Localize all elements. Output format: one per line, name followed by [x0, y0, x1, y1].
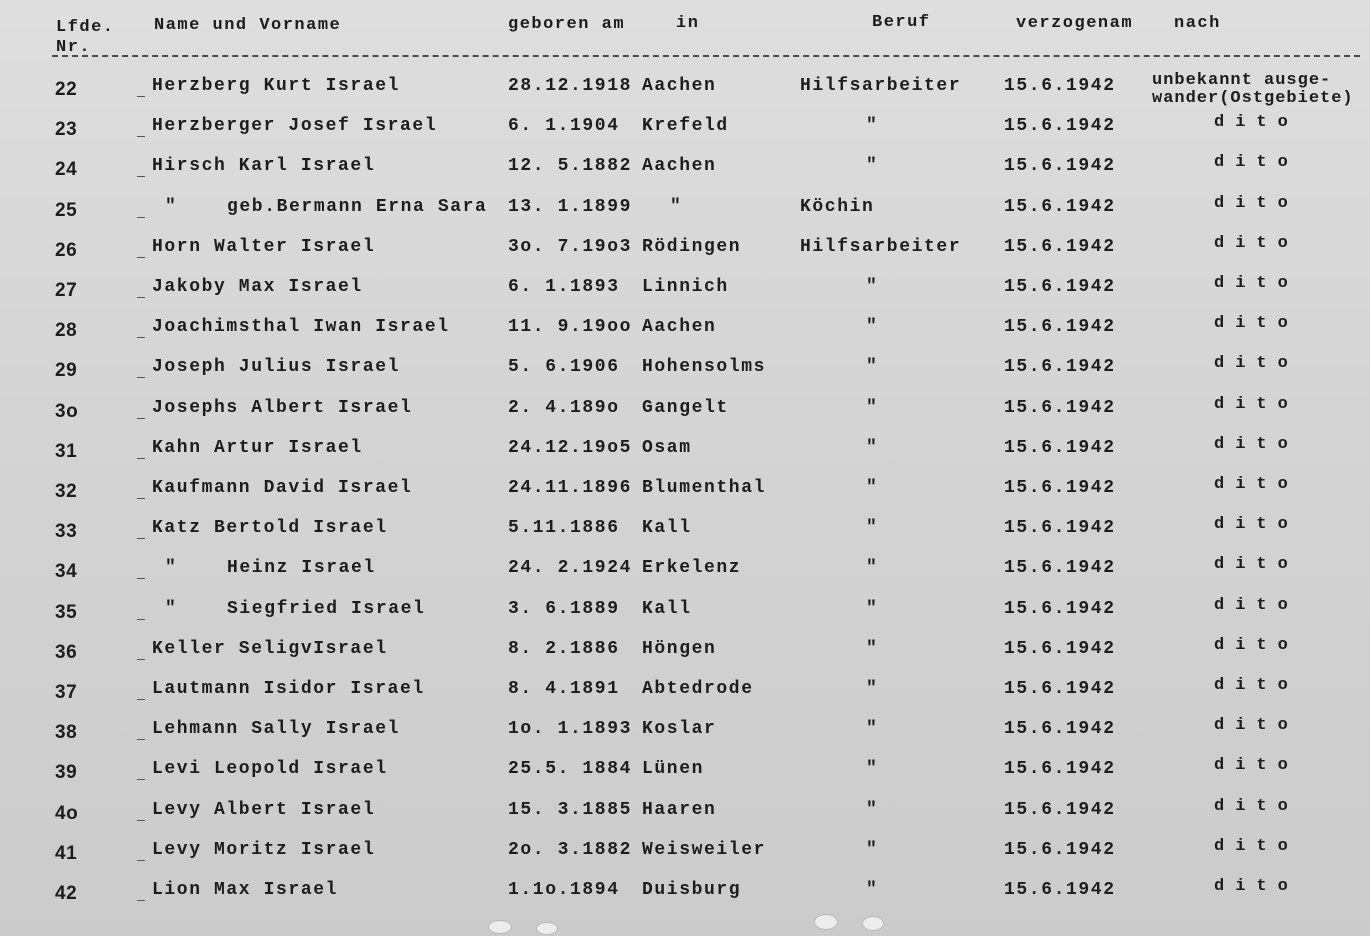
cell-geboren: 2. 4.189o	[508, 397, 620, 418]
cell-nr: 37	[55, 682, 78, 703]
table-row	[0, 677, 1370, 717]
cell-geboren: 1o. 1.1893	[508, 719, 633, 740]
cell-nr: 29	[55, 360, 78, 382]
cell-nach: dito	[1214, 796, 1299, 816]
cell-in: Kall	[642, 598, 692, 619]
cell-verzogen: 15.6.1942	[1004, 357, 1116, 378]
cell-in: Blumenthal	[642, 478, 767, 498]
table-row	[0, 195, 1370, 235]
dash-mark	[137, 779, 145, 780]
cell-in: Kall	[642, 518, 692, 539]
cell-name: Herzberg Kurt Israel	[152, 76, 401, 96]
cell-verzogen: 15.6.1942	[1004, 156, 1116, 177]
dash-mark	[137, 739, 145, 740]
table-row	[0, 757, 1370, 797]
table-row	[0, 275, 1370, 315]
cell-verzogen: 15.6.1942	[1004, 719, 1116, 740]
header-nach: nach	[1174, 14, 1221, 33]
cell-verzogen: 15.6.1942	[1004, 839, 1116, 860]
cell-nr: 3o	[55, 400, 79, 422]
cell-verzogen: 15.6.1942	[1004, 518, 1116, 539]
cell-nach: dito	[1214, 716, 1299, 736]
table-row	[0, 315, 1370, 355]
dash-mark	[137, 900, 145, 901]
cell-beruf: "	[866, 478, 879, 498]
cell-name: " Heinz Israel	[165, 558, 376, 579]
cell-beruf: "	[866, 839, 879, 860]
cell-nr: 27	[55, 280, 78, 301]
header-nr: Lfde. Nr.	[56, 18, 115, 57]
dash-mark	[137, 96, 145, 97]
cell-in: Aachen	[642, 317, 717, 338]
cell-nr: 25	[55, 199, 78, 221]
cell-geboren: 24.12.19o5	[508, 437, 633, 458]
cell-geboren: 8. 2.1886	[508, 638, 620, 659]
header-divider	[52, 55, 1360, 57]
dash-mark	[137, 538, 145, 539]
dash-mark	[137, 619, 145, 620]
cell-verzogen: 15.6.1942	[1004, 759, 1116, 780]
cell-name: Horn Walter Israel	[152, 236, 376, 257]
cell-name: Lautmann Isidor Israel	[152, 679, 425, 699]
dash-mark	[137, 659, 145, 660]
cell-nr: 23	[55, 119, 78, 141]
cell-nr: 39	[55, 762, 78, 784]
cell-verzogen: 15.6.1942	[1004, 277, 1116, 297]
cell-nach: dito	[1214, 836, 1299, 856]
cell-in: Krefeld	[642, 116, 729, 137]
cell-geboren: 15. 3.1885	[508, 799, 633, 820]
dash-mark	[137, 176, 145, 177]
table-row	[0, 154, 1370, 194]
dash-mark	[137, 337, 145, 338]
cell-nr: 24	[55, 159, 78, 181]
cell-name: Keller SeligvIsrael	[152, 638, 388, 659]
cell-verzogen: 15.6.1942	[1004, 397, 1116, 418]
table-row	[0, 71, 1370, 114]
dash-mark	[137, 136, 145, 137]
cell-nr: 36	[55, 641, 78, 663]
cell-beruf: "	[866, 156, 879, 177]
cell-beruf: "	[866, 880, 879, 900]
cell-geboren: 24.11.1896	[508, 478, 633, 498]
cell-name: Joachimsthal Iwan Israel	[152, 317, 450, 338]
dash-mark	[137, 578, 145, 579]
cell-verzogen: 15.6.1942	[1004, 116, 1116, 137]
dash-mark	[137, 418, 145, 419]
header-beruf: Beruf	[872, 13, 931, 32]
punch-hole	[862, 916, 884, 931]
table-row	[0, 597, 1370, 637]
cell-beruf: "	[866, 437, 879, 458]
cell-beruf: "	[866, 277, 879, 297]
cell-beruf: "	[866, 719, 879, 740]
cell-verzogen: 15.6.1942	[1004, 638, 1116, 659]
cell-beruf: Hilfsarbeiter	[800, 236, 962, 257]
cell-nr: 38	[55, 722, 78, 744]
cell-name: Levi Leopold Israel	[152, 759, 388, 780]
cell-geboren: 8. 4.1891	[508, 679, 620, 699]
cell-nr: 32	[55, 481, 78, 502]
cell-nach: unbekannt ausge- wander(Ostgebiete)	[1152, 71, 1354, 108]
table-row	[0, 235, 1370, 275]
cell-name: Joseph Julius Israel	[152, 357, 401, 378]
table-row	[0, 396, 1370, 436]
punch-hole	[488, 920, 512, 934]
cell-nach: dito	[1214, 274, 1299, 293]
cell-beruf: "	[866, 518, 879, 539]
cell-beruf: "	[866, 759, 879, 780]
punch-hole	[814, 914, 838, 930]
cell-in: Aachen	[642, 156, 717, 177]
cell-name: Lehmann Sally Israel	[152, 719, 401, 740]
cell-geboren: 1.1o.1894	[508, 880, 620, 900]
cell-geboren: 25.5. 1884	[508, 759, 633, 780]
cell-beruf: "	[866, 357, 879, 378]
cell-name: Kaufmann David Israel	[152, 478, 413, 498]
cell-verzogen: 15.6.1942	[1004, 478, 1116, 498]
cell-verzogen: 15.6.1942	[1004, 799, 1116, 820]
cell-nr: 31	[55, 440, 78, 462]
cell-name: Josephs Albert Israel	[152, 397, 413, 418]
table-row	[0, 878, 1370, 918]
dash-mark	[137, 699, 145, 700]
cell-name: Kahn Artur Israel	[152, 437, 363, 458]
cell-nach: dito	[1214, 555, 1299, 575]
cell-name: Levy Albert Israel	[152, 799, 376, 820]
cell-in: Weisweiler	[642, 839, 767, 860]
cell-nr: 26	[55, 239, 78, 261]
cell-in: "	[670, 196, 683, 217]
cell-verzogen: 15.6.1942	[1004, 558, 1116, 579]
cell-beruf: "	[866, 598, 879, 619]
cell-verzogen: 15.6.1942	[1004, 236, 1116, 257]
cell-verzogen: 15.6.1942	[1004, 880, 1116, 900]
dash-mark	[137, 820, 145, 821]
table-row	[0, 355, 1370, 395]
cell-beruf: "	[866, 638, 879, 659]
cell-nr: 35	[55, 601, 78, 623]
cell-nach: dito	[1214, 233, 1299, 253]
cell-verzogen: 15.6.1942	[1004, 679, 1116, 699]
table-row	[0, 637, 1370, 677]
cell-geboren: 13. 1.1899	[508, 196, 633, 217]
cell-verzogen: 15.6.1942	[1004, 598, 1116, 619]
cell-nr: 22	[55, 79, 78, 100]
cell-nr: 28	[55, 320, 78, 342]
punch-hole	[536, 922, 558, 935]
header-in: in	[676, 14, 700, 33]
cell-in: Aachen	[642, 76, 717, 96]
cell-nach: dito	[1214, 877, 1299, 896]
table-row	[0, 516, 1370, 556]
cell-in: Duisburg	[642, 880, 742, 900]
cell-nach: dito	[1214, 635, 1299, 655]
cell-geboren: 3. 6.1889	[508, 598, 620, 619]
cell-beruf: Hilfsarbeiter	[800, 76, 962, 96]
cell-geboren: 6. 1.1893	[508, 277, 620, 297]
header-name: Name und Vorname	[154, 16, 342, 35]
cell-nr: 4o	[55, 802, 79, 824]
cell-name: Levy Moritz Israel	[152, 839, 376, 860]
cell-name: Lion Max Israel	[152, 880, 339, 900]
dash-mark	[137, 458, 145, 459]
cell-name: " geb.Bermann Erna Sara	[165, 196, 488, 217]
cell-nach: dito	[1214, 394, 1299, 414]
cell-verzogen: 15.6.1942	[1004, 196, 1116, 217]
dash-mark	[137, 297, 145, 298]
table-row	[0, 436, 1370, 476]
table-row	[0, 114, 1370, 154]
cell-name: Jakoby Max Israel	[152, 277, 363, 297]
cell-nach: dito	[1214, 515, 1299, 535]
cell-beruf: "	[866, 679, 879, 699]
cell-geboren: 5.11.1886	[508, 518, 620, 539]
cell-nach: dito	[1214, 676, 1299, 695]
cell-in: Rödingen	[642, 236, 742, 257]
cell-name: Herzberger Josef Israel	[152, 116, 438, 137]
cell-nach: dito	[1214, 434, 1299, 454]
dash-mark	[137, 860, 145, 861]
cell-geboren: 24. 2.1924	[508, 558, 633, 579]
cell-geboren: 2o. 3.1882	[508, 839, 633, 860]
header-verzogen: verzogenam	[1016, 14, 1134, 33]
cell-verzogen: 15.6.1942	[1004, 437, 1116, 458]
cell-nach: dito	[1214, 475, 1299, 494]
cell-beruf: "	[866, 397, 879, 418]
header-geboren: geboren am	[508, 15, 626, 34]
table-row	[0, 717, 1370, 757]
cell-nach: dito	[1214, 595, 1299, 615]
cell-in: Erkelenz	[642, 558, 742, 579]
cell-nr: 41	[55, 842, 78, 864]
cell-in: Gangelt	[642, 397, 729, 418]
cell-geboren: 28.12.1918	[508, 76, 633, 96]
table-row	[0, 556, 1370, 596]
cell-geboren: 6. 1.1904	[508, 116, 620, 137]
cell-verzogen: 15.6.1942	[1004, 317, 1116, 338]
cell-in: Osam	[642, 437, 692, 458]
cell-nr: 34	[55, 561, 78, 583]
cell-verzogen: 15.6.1942	[1004, 76, 1116, 96]
cell-nach: dito	[1214, 756, 1299, 776]
table-row	[0, 798, 1370, 838]
cell-in: Lünen	[642, 759, 705, 780]
table-row	[0, 838, 1370, 878]
cell-geboren: 12. 5.1882	[508, 156, 633, 177]
cell-geboren: 11. 9.19oo	[508, 317, 633, 338]
cell-name: Katz Bertold Israel	[152, 518, 388, 539]
cell-beruf: "	[866, 799, 879, 820]
dash-mark	[137, 217, 145, 218]
cell-nach: dito	[1214, 354, 1299, 374]
cell-beruf: "	[866, 558, 879, 579]
cell-beruf: "	[866, 116, 879, 137]
cell-beruf: Köchin	[800, 196, 875, 217]
table-row	[0, 476, 1370, 516]
dash-mark	[137, 257, 145, 258]
cell-nach: dito	[1214, 113, 1299, 133]
cell-name: " Siegfried Israel	[165, 598, 426, 619]
dash-mark	[137, 498, 145, 499]
cell-nr: 33	[55, 521, 78, 543]
cell-in: Linnich	[642, 277, 729, 297]
cell-nach: dito	[1214, 314, 1299, 334]
cell-in: Haaren	[642, 799, 717, 820]
cell-beruf: "	[866, 317, 879, 338]
cell-in: Abtedrode	[642, 679, 754, 699]
cell-nach: dito	[1214, 153, 1299, 173]
cell-nach: dito	[1214, 193, 1299, 213]
cell-in: Koslar	[642, 719, 717, 740]
cell-in: Hohensolms	[642, 357, 767, 378]
cell-geboren: 5. 6.1906	[508, 357, 620, 378]
dash-mark	[137, 377, 145, 378]
cell-in: Höngen	[642, 638, 717, 659]
cell-geboren: 3o. 7.19o3	[508, 236, 633, 257]
cell-name: Hirsch Karl Israel	[152, 156, 376, 177]
cell-nr: 42	[55, 883, 78, 904]
